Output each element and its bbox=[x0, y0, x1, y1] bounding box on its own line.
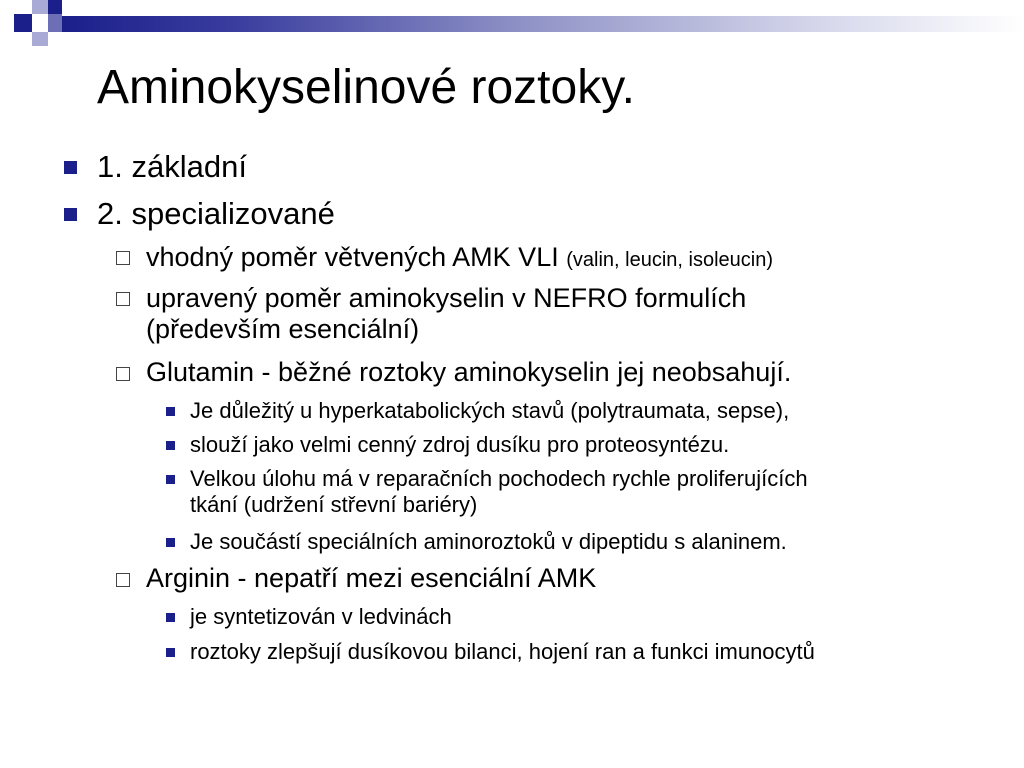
header-decoration bbox=[0, 0, 1024, 48]
header-gradient-strip bbox=[62, 16, 1024, 32]
bullet-small-square-icon bbox=[166, 475, 175, 484]
item-note: (valin, leucin, isoleucin) bbox=[566, 249, 773, 271]
list-item-level1: 1. základní bbox=[97, 149, 247, 184]
bullet-square-icon bbox=[64, 208, 77, 221]
bullet-hollow-square-icon bbox=[116, 251, 130, 265]
bullet-small-square-icon bbox=[166, 613, 175, 622]
bullet-hollow-square-icon bbox=[116, 573, 130, 587]
list-item-level3: roztoky zlepšují dusíkovou bilanci, hojení ran a funkci imunocytů bbox=[190, 639, 815, 664]
slide-title: Aminokyselinové roztoky. bbox=[97, 61, 635, 114]
list-item-level3: Je součástí speciálních aminoroztoků v dipeptidu s alaninem. bbox=[190, 529, 787, 554]
item-text: vhodný poměr větvených AMK VLI bbox=[146, 242, 559, 272]
header-square-light bbox=[32, 0, 48, 14]
list-item-level2: Glutamin - běžné roztoky aminokyselin jej neobsahují. bbox=[146, 357, 792, 387]
bullet-square-icon bbox=[64, 161, 77, 174]
bullet-small-square-icon bbox=[166, 538, 175, 547]
bullet-hollow-square-icon bbox=[116, 367, 130, 381]
list-item-level2: Arginin - nepatří mezi esenciální AMK bbox=[146, 563, 597, 593]
item-text-line1: Velkou úlohu má v reparačních pochodech rychle proliferujících bbox=[190, 466, 808, 491]
bullet-hollow-square-icon bbox=[116, 292, 130, 306]
bullet-small-square-icon bbox=[166, 441, 175, 450]
header-square-light-bottom bbox=[32, 32, 48, 46]
list-item-level3: slouží jako velmi cenný zdroj dusíku pro proteosyntézu. bbox=[190, 432, 730, 457]
header-square-dark bbox=[14, 14, 32, 32]
list-item-level1: 2. specializované bbox=[97, 196, 335, 231]
list-item-level2 bbox=[146, 242, 773, 276]
item-text-line2: (především esenciální) bbox=[146, 314, 420, 344]
list-item-level3: je syntetizován v ledvinách bbox=[190, 604, 452, 629]
item-text-line1: upravený poměr aminokyselin v NEFRO formulích bbox=[146, 283, 747, 313]
bullet-small-square-icon bbox=[166, 648, 175, 657]
item-text-line2: tkání (udržení střevní bariéry) bbox=[190, 492, 478, 517]
list-item-level3: Je důležitý u hyperkatabolických stavů (polytraumata, sepse), bbox=[190, 398, 790, 423]
list-item-level3 bbox=[190, 466, 808, 518]
bullet-small-square-icon bbox=[166, 407, 175, 416]
header-square-dark-top bbox=[48, 0, 62, 14]
header-square-mid bbox=[48, 14, 62, 32]
list-item-level2 bbox=[146, 283, 746, 345]
